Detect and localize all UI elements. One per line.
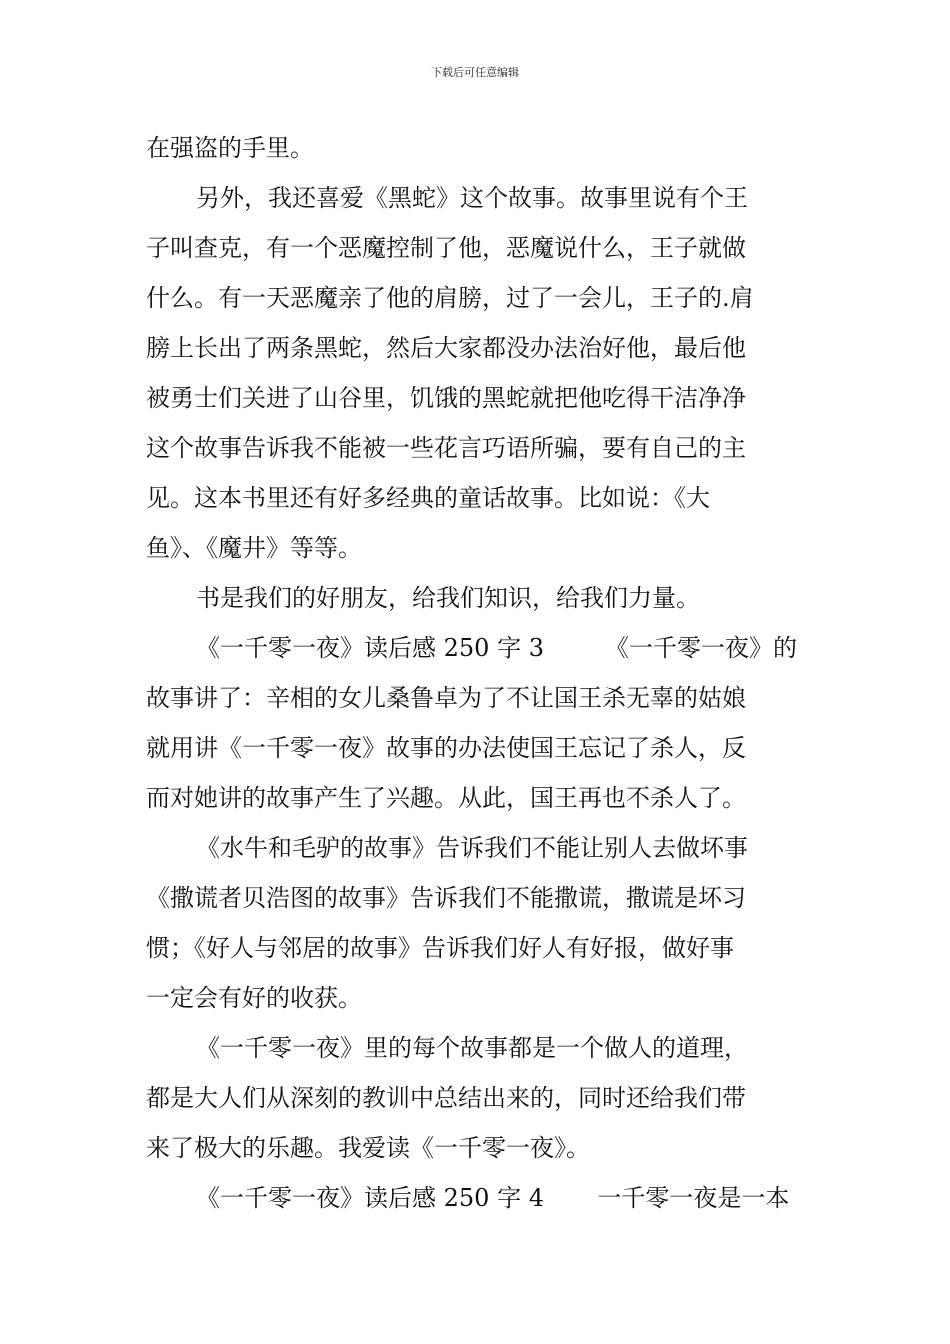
text-line: 故事讲了：辛相的女儿桑鲁卓为了不让国王杀无辜的姑娘 — [146, 684, 746, 712]
section-heading-line: 《一千零一夜》读后感 250 字 3 《一千零一夜》的 — [196, 634, 797, 662]
paragraph-start-line: 《水牛和毛驴的故事》告诉我们不能让别人去做坏事 — [196, 834, 748, 862]
page-header: 下载后可任意编辑 — [431, 66, 519, 79]
text-line: 都是大人们从深刻的教训中总结出来的，同时还给我们带 — [146, 1084, 746, 1112]
section-heading-line: 《一千零一夜》读后感 250 字 4 一千零一夜是一本 — [196, 1184, 790, 1212]
text-line: 什么。有一天恶魔亲了他的肩膀，过了一会儿，王子的.肩 — [146, 284, 754, 312]
paragraph-start-line: 另外，我还喜爱《黑蛇》这个故事。故事里说有个王 — [196, 184, 748, 212]
text-line: 鱼》、《魔井》等等。 — [146, 534, 362, 562]
text-line: 来了极大的乐趣。我爱读《一千零一夜》。 — [146, 1134, 590, 1162]
body-text — [146, 123, 810, 1223]
text-line: 一定会有好的收获。 — [146, 984, 362, 1012]
text-line: 见。这本书里还有好多经典的童话故事。比如说：《大 — [146, 484, 710, 512]
paragraph-start-line: 《一千零一夜》里的每个故事都是一个做人的道理， — [196, 1034, 748, 1062]
text-line: 在强盗的手里。 — [146, 134, 314, 162]
text-line: 《撒谎者贝浩图的故事》告诉我们不能撒谎，撒谎是坏习 — [146, 884, 746, 912]
text-line: 就用讲《一千零一夜》故事的办法使国王忘记了杀人，反 — [146, 734, 746, 762]
text-line: 而对她讲的故事产生了兴趣。从此，国王再也不杀人了。 — [146, 784, 746, 812]
text-line: 子叫查克，有一个恶魔控制了他，恶魔说什么，王子就做 — [146, 234, 746, 262]
text-line: 惯；《好人与邻居的故事》告诉我们好人有好报，做好事 — [146, 934, 734, 962]
paragraph-start-line: 书是我们的好朋友，给我们知识，给我们力量。 — [196, 584, 700, 612]
text-line: 这个故事告诉我不能被一些花言巧语所骗，要有自己的主 — [146, 434, 746, 462]
text-line: 被勇士们关进了山谷里，饥饿的黑蛇就把他吃得干洁净净 — [146, 384, 746, 412]
text-line: 膀上长出了两条黑蛇，然后大家都没办法治好他，最后他 — [146, 334, 746, 362]
